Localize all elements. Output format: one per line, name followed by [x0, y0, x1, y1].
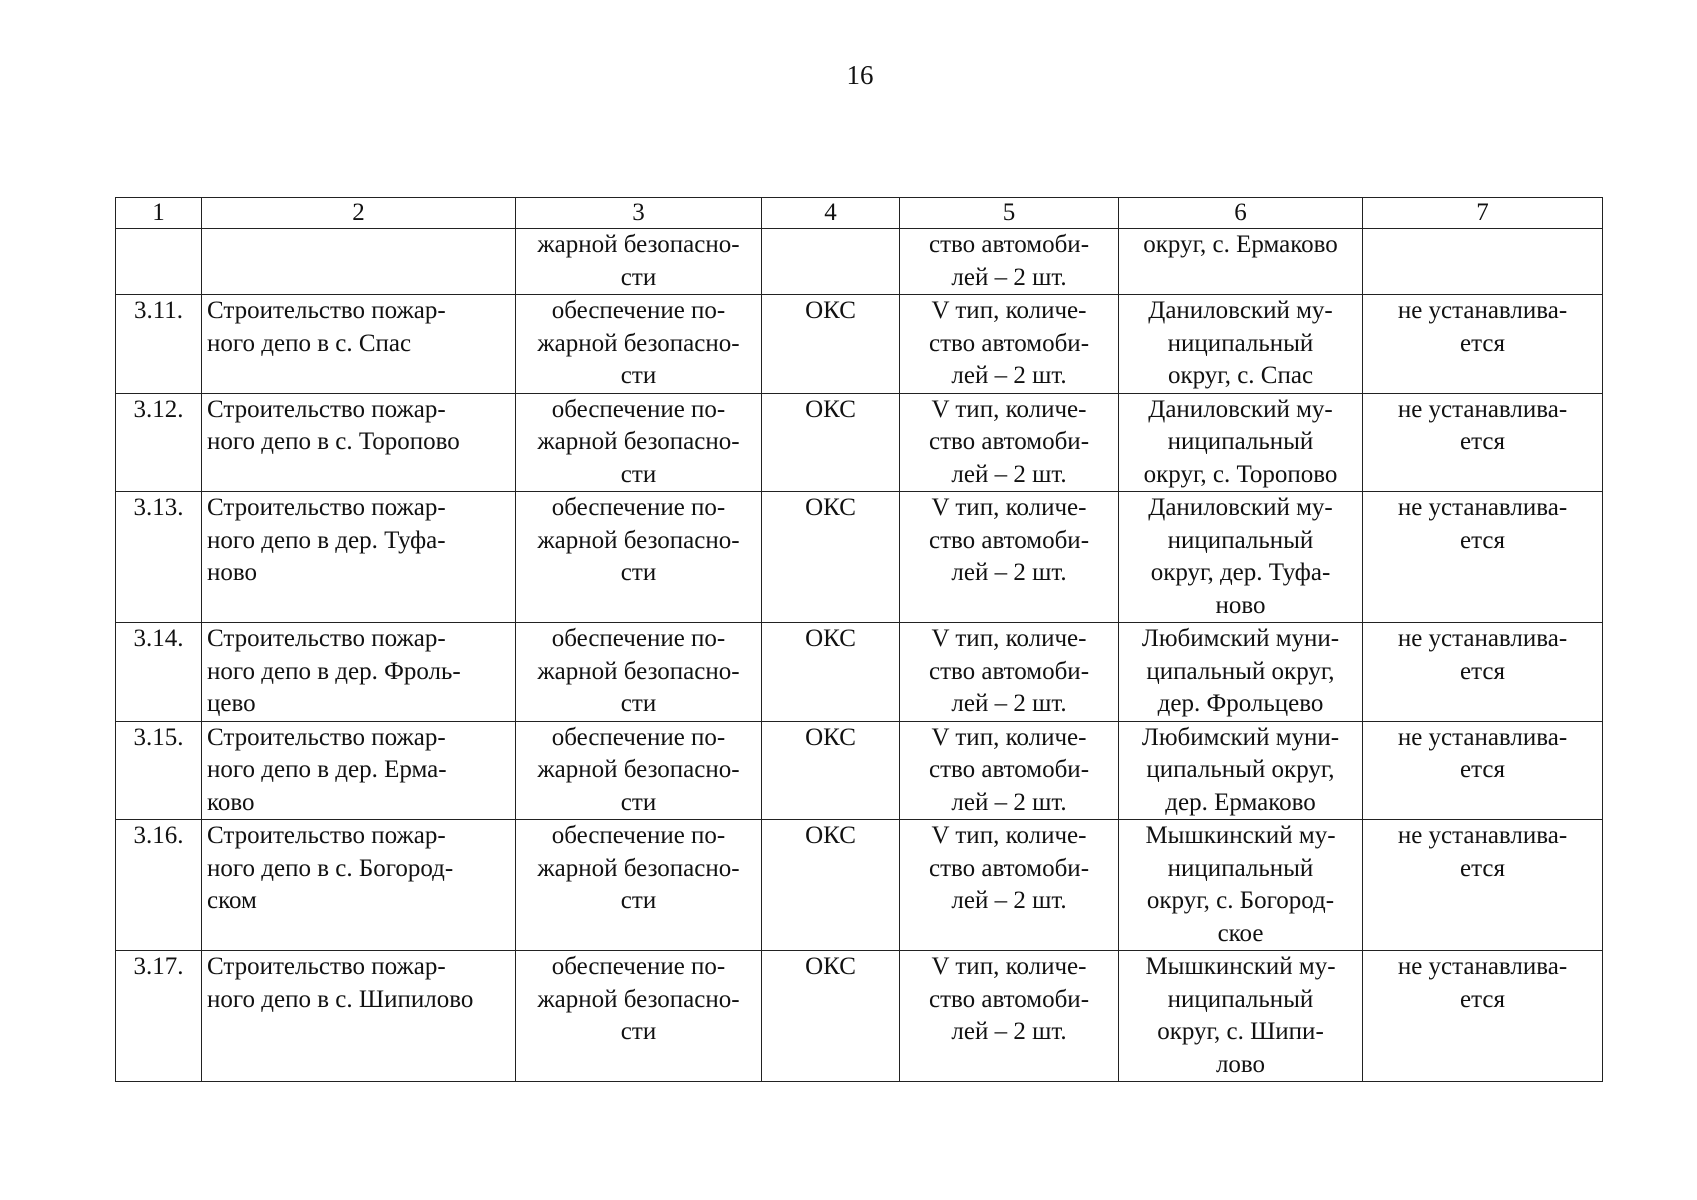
object-type	[762, 229, 900, 295]
row-number: 3.14.	[116, 623, 202, 722]
object-zone: не устанавлива- ется	[1363, 721, 1603, 820]
object-location: Даниловский му- ниципальный округ, с. Торопово	[1119, 393, 1363, 492]
object-characteristics: V тип, количе- ство автомоби- лей – 2 шт.	[900, 295, 1119, 394]
object-type: ОКС	[762, 721, 900, 820]
object-location: Любимский муни- ципальный округ, дер. Фрольцево	[1119, 623, 1363, 722]
column-header-4: 4	[762, 198, 900, 229]
object-type: ОКС	[762, 393, 900, 492]
object-location: Любимский муни- ципальный округ, дер. Ермаково	[1119, 721, 1363, 820]
object-type: ОКС	[762, 820, 900, 951]
row-number: 3.13.	[116, 492, 202, 623]
table-row	[116, 623, 1603, 722]
objects-table	[115, 197, 1603, 1082]
table-row	[116, 295, 1603, 394]
row-number: 3.11.	[116, 295, 202, 394]
object-zone: не устанавлива- ется	[1363, 820, 1603, 951]
column-header-5: 5	[900, 198, 1119, 229]
object-location: Мышкинский му- ниципальный округ, с. Богород- ское	[1119, 820, 1363, 951]
object-location: Мышкинский му- ниципальный округ, с. Шипи- лово	[1119, 951, 1363, 1082]
object-name	[202, 229, 516, 295]
object-zone: не устанавлива- ется	[1363, 295, 1603, 394]
table-row-continuation	[116, 229, 1603, 295]
object-name: Строительство пожар- ного депо в с. Торопово	[202, 393, 516, 492]
object-characteristics: V тип, количе- ство автомоби- лей – 2 шт.	[900, 721, 1119, 820]
object-purpose: обеспечение по- жарной безопасно- сти	[516, 820, 762, 951]
object-type: ОКС	[762, 295, 900, 394]
table-row	[116, 721, 1603, 820]
object-purpose: жарной безопасно- сти	[516, 229, 762, 295]
object-zone: не устанавлива- ется	[1363, 492, 1603, 623]
object-name: Строительство пожар- ного депо в с. Богород- ском	[202, 820, 516, 951]
column-header-1: 1	[116, 198, 202, 229]
object-purpose: обеспечение по- жарной безопасно- сти	[516, 393, 762, 492]
object-name: Строительство пожар- ного депо в дер. Туфа- ново	[202, 492, 516, 623]
object-purpose: обеспечение по- жарной безопасно- сти	[516, 951, 762, 1082]
object-location: Даниловский му- ниципальный округ, с. Спас	[1119, 295, 1363, 394]
object-type: ОКС	[762, 623, 900, 722]
object-purpose: обеспечение по- жарной безопасно- сти	[516, 492, 762, 623]
row-number: 3.12.	[116, 393, 202, 492]
object-characteristics: V тип, количе- ство автомоби- лей – 2 шт.	[900, 623, 1119, 722]
column-number-row	[116, 198, 1603, 229]
table-row	[116, 951, 1603, 1082]
column-header-2: 2	[202, 198, 516, 229]
object-purpose: обеспечение по- жарной безопасно- сти	[516, 623, 762, 722]
column-header-6: 6	[1119, 198, 1363, 229]
object-characteristics: V тип, количе- ство автомоби- лей – 2 шт.	[900, 393, 1119, 492]
row-number: 3.16.	[116, 820, 202, 951]
object-type: ОКС	[762, 492, 900, 623]
object-zone: не устанавлива- ется	[1363, 951, 1603, 1082]
row-number: 3.15.	[116, 721, 202, 820]
object-zone: не устанавлива- ется	[1363, 393, 1603, 492]
object-name: Строительство пожар- ного депо в с. Спас	[202, 295, 516, 394]
object-zone: не устанавлива- ется	[1363, 623, 1603, 722]
object-name: Строительство пожар- ного депо в дер. Фроль- цево	[202, 623, 516, 722]
table-row	[116, 393, 1603, 492]
object-name: Строительство пожар- ного депо в с. Шипилово	[202, 951, 516, 1082]
object-purpose: обеспечение по- жарной безопасно- сти	[516, 295, 762, 394]
page-number: 16	[846, 60, 874, 90]
object-name: Строительство пожар- ного депо в дер. Ерма- ково	[202, 721, 516, 820]
row-number	[116, 229, 202, 295]
row-number: 3.17.	[116, 951, 202, 1082]
object-characteristics: ство автомоби- лей – 2 шт.	[900, 229, 1119, 295]
object-zone	[1363, 229, 1603, 295]
object-characteristics: V тип, количе- ство автомоби- лей – 2 шт.	[900, 492, 1119, 623]
object-characteristics: V тип, количе- ство автомоби- лей – 2 шт.	[900, 951, 1119, 1082]
column-header-7: 7	[1363, 198, 1603, 229]
object-type: ОКС	[762, 951, 900, 1082]
object-location: Даниловский му- ниципальный округ, дер. Туфа- ново	[1119, 492, 1363, 623]
object-purpose: обеспечение по- жарной безопасно- сти	[516, 721, 762, 820]
object-location: округ, с. Ермаково	[1119, 229, 1363, 295]
table-row	[116, 820, 1603, 951]
object-characteristics: V тип, количе- ство автомоби- лей – 2 шт.	[900, 820, 1119, 951]
table-row	[116, 492, 1603, 623]
column-header-3: 3	[516, 198, 762, 229]
